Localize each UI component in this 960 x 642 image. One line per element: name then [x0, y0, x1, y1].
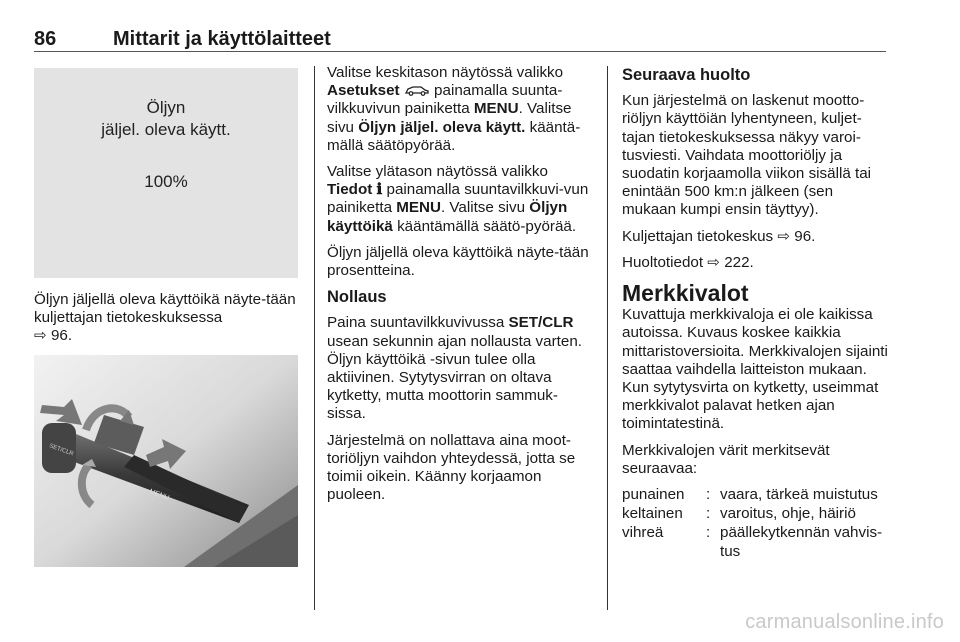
watermark: carmanualsonline.info	[745, 611, 944, 633]
oil-life-display-image	[34, 68, 298, 278]
heading-merkkivalot: Merkkivalot	[622, 280, 749, 307]
text: usean sekunnin ajan nollausta varten. Öljyn käyttöikä -sivun tulee olla aktiivinen. Sytytysvirran on oltava kytketty, mutta moottorin sammuk-sissa.	[327, 332, 582, 423]
column-divider-1	[314, 66, 315, 610]
paragraph-reset-note: Järjestelmä on nollattava aina moot-toriöljyn vaihdon yhteydessä, jotta se toimii oikein. Käänny korjaamon puoleen.	[327, 431, 576, 504]
page-number: 86	[34, 28, 57, 50]
turn-signal-lever-illustration	[34, 355, 298, 567]
text: kääntämällä säätö-pyörää.	[392, 217, 577, 235]
menu-settings-label: Asetukset	[327, 82, 400, 100]
paragraph-service-warning: Kun järjestelmä on laskenut mootto-riöljyn käyttöiän lyhentyneen, kuljet-tajan tietokeskuksessa näkyy varoi-tusviesti. Vaihdata moottoriöljy ja suodatin korjaamolla viikon sisällä tai enintään 500 km:n jälkeen (sen mukaan kumpi ensin täyttyy).	[622, 92, 872, 219]
color-name: vihreä	[622, 524, 664, 542]
info-icon: ℹ	[376, 181, 383, 199]
column-divider-2	[607, 66, 608, 610]
paragraph-settings	[327, 64, 595, 155]
caption-reference: ⇨ 96.	[34, 327, 73, 345]
text: . Valitse sivu	[327, 100, 572, 136]
text: Valitse keskitason näytössä valikko	[327, 64, 564, 81]
color-meaning: päällekytkennän vahvis-tus	[720, 524, 883, 560]
text: Paina suuntavilkkuvivussa	[327, 314, 509, 332]
separator: :	[706, 524, 711, 542]
reference-service-info: Huoltotiedot ⇨ 222.	[622, 253, 754, 271]
menu-info-label: Tiedot	[327, 181, 373, 199]
setclr-label: SET/CLR	[48, 443, 75, 458]
page-name: Öljyn jäljel. oleva käytt.	[358, 118, 526, 136]
chapter-title: Mittarit ja käyttölaitteet	[113, 28, 331, 50]
paragraph-warning-lights: Kuvattuja merkkivaloja ei ole kaikissa autoissa. Kuvaus koskee kaikkia mittaristoversioita. Merkkivalojen sijainti saattaa vaihdella laitteiston mukaan. Kun sytytysvirta on kytketty, useimmat merkkivalot palavat hetken ajan toimintatestinä.	[622, 306, 888, 433]
display-line-2: jäljel. oleva käytt.	[101, 120, 231, 139]
paragraph-reset	[327, 314, 595, 423]
separator: :	[706, 486, 711, 504]
menu-button-name: MENU	[396, 199, 441, 217]
caption-text: Öljyn jäljellä oleva käyttöikä näyte-tään kuljettajan tietokeskuksessa	[34, 291, 296, 327]
column-2	[327, 64, 595, 512]
text: Valitse ylätason näytössä valikko	[327, 163, 548, 181]
setclr-button-name: SET/CLR	[508, 314, 574, 332]
reference-driver-info: Kuljettajan tietokeskus ⇨ 96.	[622, 227, 816, 245]
column-3	[622, 66, 890, 562]
page-name: Öljyn käyttöikä	[327, 199, 568, 235]
display-line-1: Öljyn	[146, 98, 186, 117]
text: painamalla suuntavilkkuvi-vun painiketta	[327, 181, 589, 217]
car-icon	[404, 84, 430, 96]
text: . Valitse sivu	[440, 199, 530, 217]
color-meaning-table	[622, 486, 890, 562]
table-row	[622, 524, 890, 561]
color-name: keltainen	[622, 505, 683, 523]
color-meaning: vaara, tärkeä muistutus	[720, 486, 878, 504]
image-caption	[34, 291, 302, 346]
paragraph-info	[327, 163, 595, 236]
color-meaning: varoitus, ohje, häiriö	[720, 505, 856, 523]
display-percent: 100%	[144, 172, 188, 191]
color-name: punainen	[622, 486, 685, 504]
menu-button-name: MENU	[473, 100, 519, 118]
paragraph-percent: Öljyn jäljellä oleva käyttöikä näyte-tään prosentteina.	[327, 243, 589, 280]
header-divider	[34, 51, 886, 52]
page-header	[34, 22, 884, 52]
table-row	[622, 505, 890, 524]
separator: :	[706, 505, 711, 523]
table-row	[622, 486, 890, 505]
heading-nollaus: Nollaus	[327, 288, 387, 307]
text: kääntä-mällä säätöpyörää.	[327, 118, 581, 154]
menu-button-label: MENU	[148, 488, 171, 502]
paragraph-colors-intro: Merkkivalojen värit merkitsevät seuraavaa:	[622, 441, 830, 477]
text: painamalla suunta-vilkkuvivun painiketta	[327, 82, 563, 118]
heading-seuraava-huolto: Seuraava huolto	[622, 66, 751, 84]
